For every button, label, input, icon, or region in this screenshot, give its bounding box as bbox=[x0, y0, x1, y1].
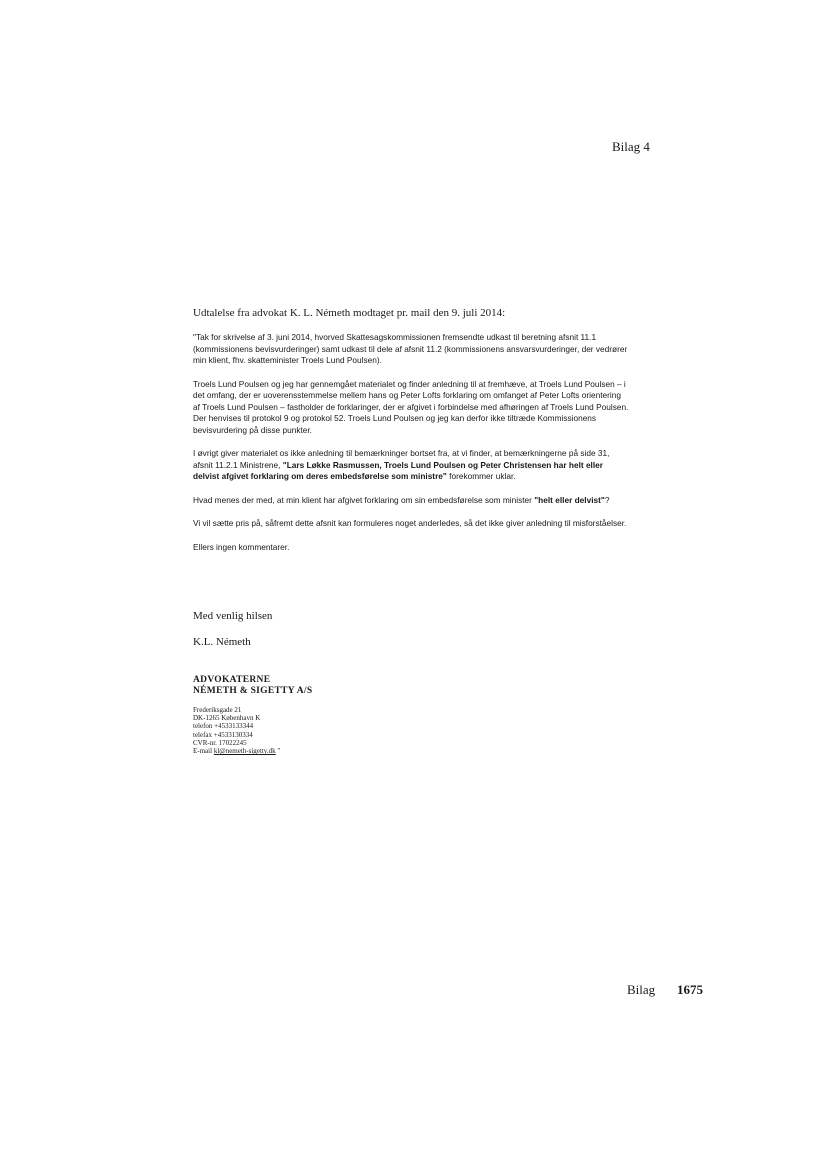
paragraph-text: ? bbox=[604, 494, 610, 505]
letter-paragraph-4 bbox=[193, 495, 629, 507]
intro-heading: Udtalelse fra advokat K. L. Németh modtaget pr. mail den 9. juli 2014: bbox=[193, 307, 506, 319]
paragraph-text: I øvrigt giver materialet os ikke anledning til bemærkninger bortset fra, at vi finder, at bemærkningerne på side 31, afsnit 11.2.1 Ministrene, bbox=[193, 448, 610, 470]
attachment-label: Bilag 4 bbox=[612, 139, 650, 154]
letter-paragraph-5: Vi vil sætte pris på, såfremt dette afsnit kan formuleres noget anderledes, så det ikke giver anledning til misforståelser. bbox=[193, 518, 627, 528]
firm-name-line-2: NÉMETH & SIGETTY A/S bbox=[193, 686, 313, 696]
letter-paragraph-2: Troels Lund Poulsen og jeg har gennemgået materialet og finder anledning til at fremhæve, at Troels Lund Poulsen – i det omfang, der er uoverensstemmelse mellem hans og Peter Lofts forklaring om omfanget af Peter Lofts orientering af Troels Lund Poulsen – fastholder de forklaringer, der er afgivet i forbindelse med afhøringen af Troels Lund Poulsen. Der henvises til protokol 9 og protokol 52. Troels Lund Poulsen og jeg kan derfor ikke tiltræde Kommissionens bevisvurdering på disse punkter. bbox=[193, 378, 629, 435]
paragraph-text: Hvad menes der med, at min klient har afgivet forklaring om sin embedsførelse som minister bbox=[193, 494, 535, 505]
firm-name bbox=[193, 675, 312, 697]
address-email-line bbox=[193, 747, 280, 755]
quoted-phrase: "helt eller delvist" bbox=[534, 494, 605, 505]
signer-name: K.L. Németh bbox=[193, 636, 251, 648]
email-link[interactable]: kl@nemeth-sigetty.dk bbox=[213, 747, 276, 756]
quoted-statement: "Lars Løkke Rasmussen, Troels Lund Poulsen og Peter Christensen har helt eller delvist afgivet forklaring om deres embedsførelse som ministre" bbox=[193, 459, 604, 481]
email-label: E-mail bbox=[193, 747, 214, 756]
address-city: DK-1265 København K bbox=[193, 714, 261, 723]
firm-address-block bbox=[193, 706, 280, 755]
letter-body bbox=[193, 332, 629, 565]
footer-attachment-label: Bilag bbox=[627, 982, 656, 997]
letter-paragraph-1: "Tak for skrivelse af 3. juni 2014, hvorved Skattesagskommissionen fremsendte udkast til beretning afsnit 11.1 (kommissionens bevisvurderinger) samt udkast til dele af afsnit 11.2 (kommissionens ansvarsvurderinger, der vedrører min klient, fhv. skatteminister Troels Lund Poulsen). bbox=[193, 332, 628, 365]
address-street: Frederiksgade 21 bbox=[193, 706, 242, 714]
closing-greeting: Med venlig hilsen bbox=[193, 610, 273, 622]
firm-name-line-1: ADVOKATERNE bbox=[193, 675, 271, 685]
address-phone: telefon +4533133344 bbox=[193, 722, 254, 731]
letter-paragraph-3 bbox=[193, 448, 629, 483]
letter-paragraph-6: Ellers ingen kommentarer. bbox=[193, 541, 290, 552]
address-cvr: CVR-nr. 17022245 bbox=[193, 738, 247, 747]
address-fax: telefax +4533130334 bbox=[193, 730, 253, 739]
paragraph-text: forekommer uklar. bbox=[446, 471, 516, 481]
email-mark: " bbox=[275, 747, 281, 756]
page-number: 1675 bbox=[677, 982, 703, 997]
